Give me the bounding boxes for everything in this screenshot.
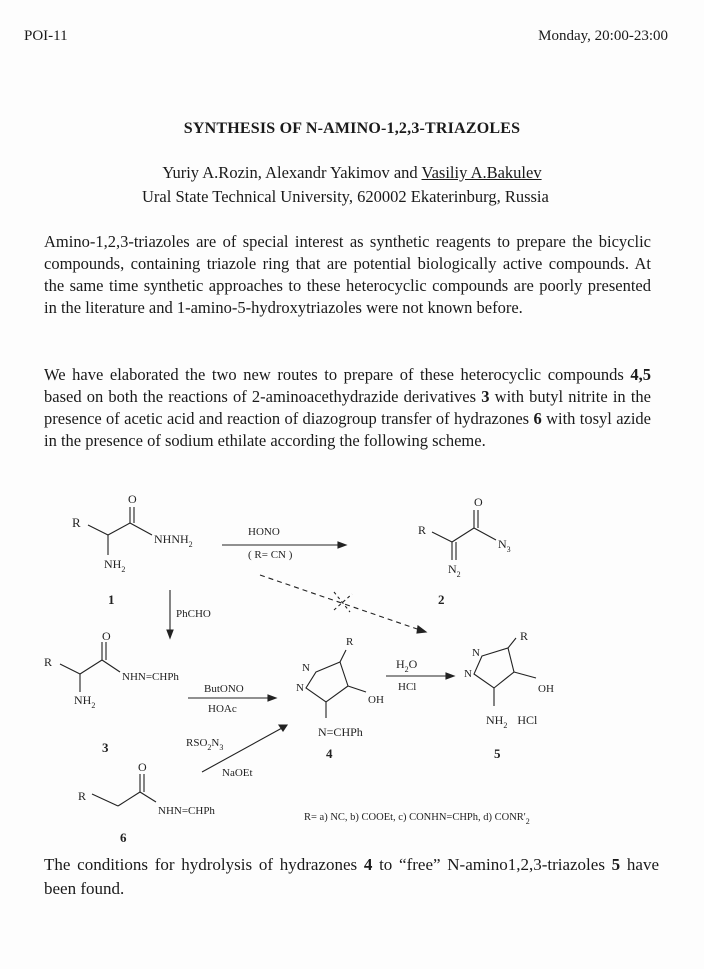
compound-ref: 5 xyxy=(611,855,621,874)
nitrogen-label: N xyxy=(302,662,310,674)
subscript: 3 xyxy=(506,545,511,554)
reagent-hoac: HOAc xyxy=(208,703,237,715)
arrowhead xyxy=(417,626,426,633)
oxygen-label: O xyxy=(138,760,147,774)
p2-text: We have elaborated the two new routes to prepare of these heterocyclic compounds xyxy=(44,365,631,384)
diazo-text: N xyxy=(448,562,457,576)
conclusion-paragraph xyxy=(44,853,659,901)
r-label: R xyxy=(72,515,81,530)
p2-text: with butyl nitrite in the presence of acetic acid and reaction of diazogroup transfer of hydrazones xyxy=(44,387,651,428)
session-time: Monday, 20:00-23:00 xyxy=(538,28,668,44)
reagent-rso2n3 xyxy=(186,737,223,752)
subscript: 2 xyxy=(525,817,530,826)
hydrazone-label: NHN=CHPh xyxy=(158,805,215,817)
compound-label-4: 4 xyxy=(326,746,333,761)
arrowhead xyxy=(167,630,173,638)
r-label: R xyxy=(44,655,53,669)
r-label: R xyxy=(418,523,427,537)
compound-4-structure xyxy=(306,650,366,718)
arrowhead xyxy=(446,673,454,679)
reagent-n-text: N xyxy=(211,737,220,749)
subscript: 2 xyxy=(91,701,96,710)
reagent-naoet: NaOEt xyxy=(222,767,253,779)
r-label: R xyxy=(78,789,87,803)
compound-ref: 6 xyxy=(533,409,542,428)
subscript: 2 xyxy=(121,565,126,574)
concl-text: The conditions for hydrolysis of hydrazones xyxy=(44,855,364,874)
authors xyxy=(0,163,704,183)
arrowhead xyxy=(268,695,276,701)
hydroxy-label: OH xyxy=(538,683,554,695)
subscript: 2 xyxy=(456,570,461,579)
compound-6-structure xyxy=(92,774,156,806)
nh2-label xyxy=(74,693,95,710)
hydroxy-label: OH xyxy=(368,694,384,706)
reaction-scheme xyxy=(0,480,704,850)
compound-1-structure xyxy=(88,507,152,555)
intro-paragraph: Amino-1,2,3-triazoles are of special interest as synthetic reagents to prepare the bicyclic compounds, containing triazole ring that are potential biologically active compounds. At the same time synthetic approaches to these heterocyclic compounds are poorly presented in the literature and 1-amino-5-hydroxytriazoles were not known before. xyxy=(44,232,651,317)
subscript: 2 xyxy=(207,743,212,752)
diazo-label xyxy=(448,562,461,579)
azide-text: N xyxy=(498,537,507,551)
compound-ref: 3 xyxy=(481,387,490,406)
nitrogen-label: N xyxy=(472,647,480,659)
nh2-hcl-label xyxy=(486,713,538,730)
substituent-text: R= a) NC, b) COOEt, c) CONHN=CHPh, d) CONR' xyxy=(304,812,526,823)
method-paragraph xyxy=(44,364,651,452)
nh2-text: NH xyxy=(104,557,122,571)
nh2-label xyxy=(104,557,125,574)
r-label: R xyxy=(346,636,354,648)
reagent-butono: ButONO xyxy=(204,683,244,695)
oxygen-label: O xyxy=(474,495,483,509)
nh2-text: NH xyxy=(74,693,92,707)
concl-text: to “free” N-amino1,2,3-triazoles xyxy=(372,855,612,874)
compound-3-structure xyxy=(60,642,120,692)
compound-5-structure xyxy=(474,638,536,706)
reagent-h2o xyxy=(396,657,418,674)
oxygen-label: O xyxy=(128,492,137,506)
compound-label-3: 3 xyxy=(102,740,109,755)
compound-label-6: 6 xyxy=(120,830,127,845)
blocked-arrow xyxy=(260,575,420,630)
subscript: 2 xyxy=(188,540,193,549)
subscript: 2 xyxy=(404,665,409,674)
presenting-author: Vasiliy A.Bakulev xyxy=(421,163,542,182)
affiliation: Ural State Technical University, 620002 Ekaterinburg, Russia xyxy=(142,187,549,206)
compound-label-2: 2 xyxy=(438,592,445,607)
reagent-rso-text: RSO xyxy=(186,737,208,749)
reagent-h-text: H xyxy=(396,657,405,671)
arrow-6-to-4 xyxy=(202,728,282,772)
arrowhead xyxy=(338,542,346,548)
compound-ref: 4 xyxy=(363,855,373,874)
cross-mark xyxy=(334,594,352,610)
p2-text: based on both the reactions of 2-aminoacethydrazide derivatives xyxy=(44,387,482,406)
hcl-text: HCl xyxy=(517,713,538,727)
reagent-phcho: PhCHO xyxy=(176,608,211,620)
reagent-o-text: O xyxy=(408,657,418,671)
compound-2-structure xyxy=(432,510,496,560)
reagent-hono: HONO xyxy=(248,526,280,538)
r-label: R xyxy=(520,629,529,643)
subscript: 2 xyxy=(503,721,508,730)
paper-title: SYNTHESIS OF N-AMINO-1,2,3-TRIAZOLES xyxy=(183,120,521,137)
reagent-hono-condition: ( R= CN ) xyxy=(248,549,293,561)
compound-label-1: 1 xyxy=(108,592,115,607)
nhnh2-label xyxy=(154,532,193,549)
oxygen-label: O xyxy=(102,629,111,643)
nh2-text: NH xyxy=(486,713,504,727)
azide-label xyxy=(498,537,511,554)
p2-text: with tosyl azide in the presence of sodium ethilate according the following scheme. xyxy=(44,409,652,450)
concl-text: have been found. xyxy=(44,855,659,898)
compound-ref: 4,5 xyxy=(630,365,651,384)
nitrogen-label: N xyxy=(464,668,472,680)
nhnh2-text: NHNH xyxy=(154,532,189,546)
arrowhead xyxy=(279,725,287,731)
nitrogen-label: N xyxy=(296,682,304,694)
subscript: 3 xyxy=(219,743,224,752)
substituent-legend xyxy=(304,812,530,826)
reagent-hcl: HCl xyxy=(398,681,417,693)
cross-mark xyxy=(334,592,350,612)
compound-label-5: 5 xyxy=(494,746,501,761)
session-code: POI-11 xyxy=(24,28,68,44)
n-chph-label: N=CHPh xyxy=(318,725,363,739)
hydrazone-label: NHN=CHPh xyxy=(122,671,179,683)
authors-list: Yuriy A.Rozin, Alexandr Yakimov and xyxy=(162,163,422,182)
